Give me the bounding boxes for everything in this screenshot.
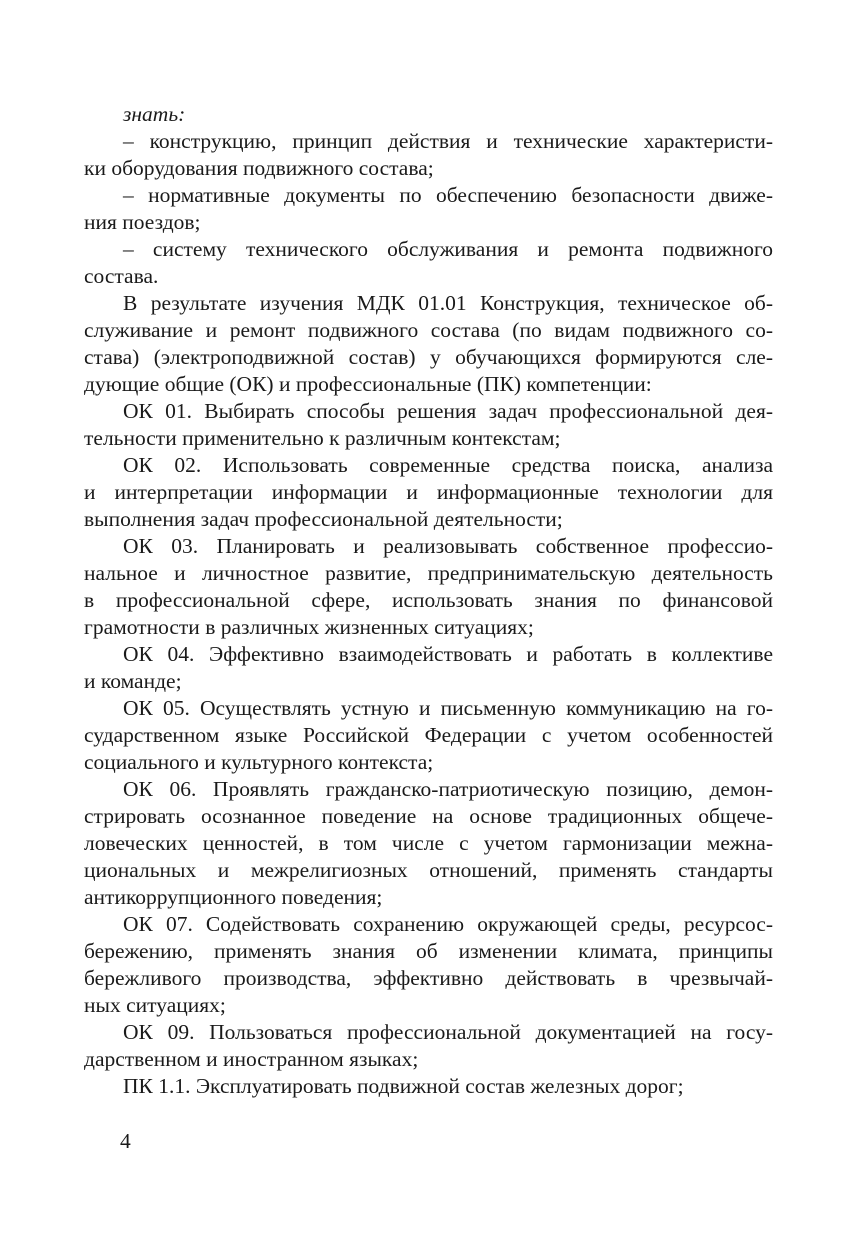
text-line: знать: [123, 102, 186, 126]
text-line: состава. [84, 264, 159, 288]
text-line: ОК 09. Пользоваться профессиональной документацией на госу- [123, 1020, 773, 1044]
text-line: ОК 05. Осуществлять устную и письменную коммуникацию на го- [123, 696, 773, 720]
paragraph [84, 236, 773, 290]
paragraph [84, 1019, 773, 1073]
text-line: ОК 01. Выбирать способы решения задач профессиональной дея- [123, 399, 773, 423]
paragraph [84, 533, 773, 641]
text-line: става) (электроподвижной состав) у обучающихся формируются сле- [84, 345, 773, 369]
text-line: ния поездов; [84, 210, 201, 234]
text-line: ОК 02. Использовать современные средства поиска, анализа [123, 453, 773, 477]
text-line: ПК 1.1. Эксплуатировать подвижной состав железных дорог; [123, 1074, 684, 1098]
text-line: ОК 04. Эффективно взаимодействовать и работать в коллективе [123, 642, 773, 666]
text-line: в профессиональной сфере, использовать знания по финансовой [84, 588, 773, 612]
text-line: антикоррупционного поведения; [84, 885, 383, 909]
text-line: ОК 06. Проявлять гражданско-патриотическую позицию, демон- [123, 777, 773, 801]
text-line: и команде; [84, 669, 182, 693]
text-line: циональных и межрелигиозных отношений, применять стандарты [84, 858, 773, 882]
text-line: – систему технического обслуживания и ремонта подвижного [123, 237, 773, 261]
text-line: – конструкцию, принцип действия и технические характеристи- [123, 129, 773, 153]
paragraph [84, 641, 773, 695]
text-line: ОК 03. Планировать и реализовывать собственное профессио- [123, 534, 773, 558]
text-line: сударственном языке Российской Федерации с учетом особенностей [84, 723, 773, 747]
text-line: нальное и личностное развитие, предпринимательскую деятельность [84, 561, 773, 585]
text-line: грамотности в различных жизненных ситуациях; [84, 615, 534, 639]
text-line: ных ситуациях; [84, 993, 226, 1017]
text-line: ки оборудования подвижного состава; [84, 156, 434, 180]
text-line: дарственном и иностранном языках; [84, 1047, 419, 1071]
text-line: социального и культурного контекста; [84, 750, 434, 774]
page-number: 4 [120, 1129, 131, 1153]
text-line: стрировать осознанное поведение на основе традиционных общече- [84, 804, 773, 828]
text-line: бережению, применять знания об изменении климата, принципы [84, 939, 773, 963]
text-line: выполнения задач профессиональной деятельности; [84, 507, 563, 531]
text-line: ловеческих ценностей, в том числе с учетом гармонизации межна- [84, 831, 773, 855]
paragraph [84, 911, 773, 1019]
paragraph [84, 695, 773, 776]
page-body-text [84, 101, 773, 1100]
paragraph [84, 452, 773, 533]
paragraph [84, 1073, 773, 1100]
paragraph [84, 290, 773, 398]
paragraph [84, 398, 773, 452]
paragraph [84, 776, 773, 911]
text-line: и интерпретации информации и информационные технологии для [84, 480, 773, 504]
text-line: ОК 07. Содействовать сохранению окружающей среды, ресурсос- [123, 912, 773, 936]
text-line: дующие общие (ОК) и профессиональные (ПК) компетенции: [84, 372, 652, 396]
paragraph [84, 182, 773, 236]
text-line: – нормативные документы по обеспечению безопасности движе- [123, 183, 773, 207]
text-line: бережливого производства, эффективно действовать в чрезвычай- [84, 966, 773, 990]
text-line: тельности применительно к различным контекстам; [84, 426, 561, 450]
text-line: В результате изучения МДК 01.01 Конструкция, техническое об- [123, 291, 773, 315]
text-line: служивание и ремонт подвижного состава (по видам подвижного со- [84, 318, 773, 342]
paragraph [84, 128, 773, 182]
paragraph [84, 101, 773, 128]
